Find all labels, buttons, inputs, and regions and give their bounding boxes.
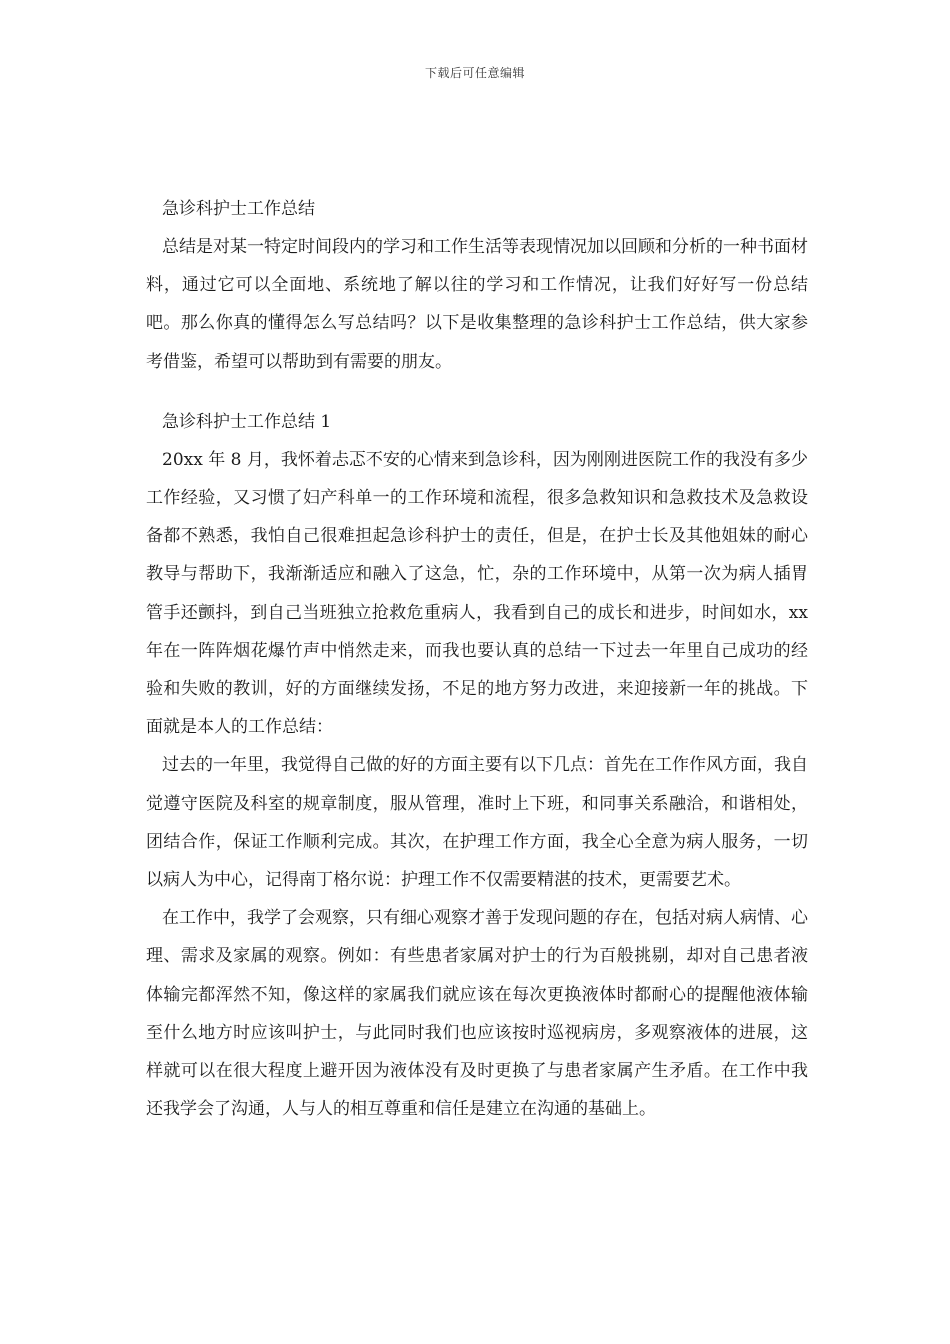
body-paragraph-1: 20xx 年 8 月，我怀着忐忑不安的心情来到急诊科，因为刚刚进医院工作的我没有多少工作经验，又习惯了妇产科单一的工作环境和流程，很多急救知识和急救技术及急救设备都不熟悉，我怕自己很难担起急诊科护士的责任，但是，在护士长及其他姐妹的耐心教导与帮助下，我渐渐适应和融入了这急，忙，杂的工作环境中，从第一次为病人插胃管手还颤抖，到自己当班独立抢救危重病人，我看到自己的成长和进步，时间如水，xx 年在一阵阵烟花爆竹声中悄然走来，而我也要认真的总结一下过去一年里自己成功的经验和失败的教训，好的方面继续发扬，不足的地方努力改进，来迎接新一年的挑战。下面就是本人的工作总结： <box>146 449 808 738</box>
intro-paragraph: 总结是对某一特定时间段内的学习和工作生活等表现情况加以回顾和分析的一种书面材料，通过它可以全面地、系统地了解以往的学习和工作情况，让我们好好写一份总结吧。那么你真的懂得怎么写总结吗？以下是收集整理的急诊科护士工作总结，供大家参考借鉴，希望可以帮助到有需要的朋友。 <box>146 237 808 372</box>
body-paragraph-3: 在工作中，我学了会观察，只有细心观察才善于发现问题的存在，包括对病人病情、心理、需求及家属的观察。例如：有些患者家属对护士的行为百般挑剔，却对自己患者液体输完都浑然不知，像这样的家属我们就应该在每次更换液体时都耐心的提醒他液体输至什么地方时应该叫护士，与此同时我们也应该按时巡视病房，多观察液体的进展，这样就可以在很大程度上避开因为液体没有及时更换了与患者家属产生矛盾。在工作中我还我学会了沟通，人与人的相互尊重和信任是建立在沟通的基础上。 <box>146 908 808 1120</box>
document-content <box>146 190 808 1128</box>
document-title: 急诊科护士工作总结 <box>162 199 315 219</box>
header-note: 下载后可任意编辑 <box>424 66 525 80</box>
section-title-1: 急诊科护士工作总结 1 <box>162 411 332 432</box>
body-paragraph-2: 过去的一年里，我觉得自己做的好的方面主要有以下几点：首先在工作作风方面，我自觉遵守医院及科室的规章制度，服从管理，准时上下班，和同事关系融洽，和谐相处，团结合作，保证工作顺利完成。其次，在护理工作方面，我全心全意为病人服务，一切以病人为中心，记得南丁格尔说：护理工作不仅需要精湛的技术，更需要艺术。 <box>146 755 808 891</box>
section-spacer <box>146 381 808 403</box>
